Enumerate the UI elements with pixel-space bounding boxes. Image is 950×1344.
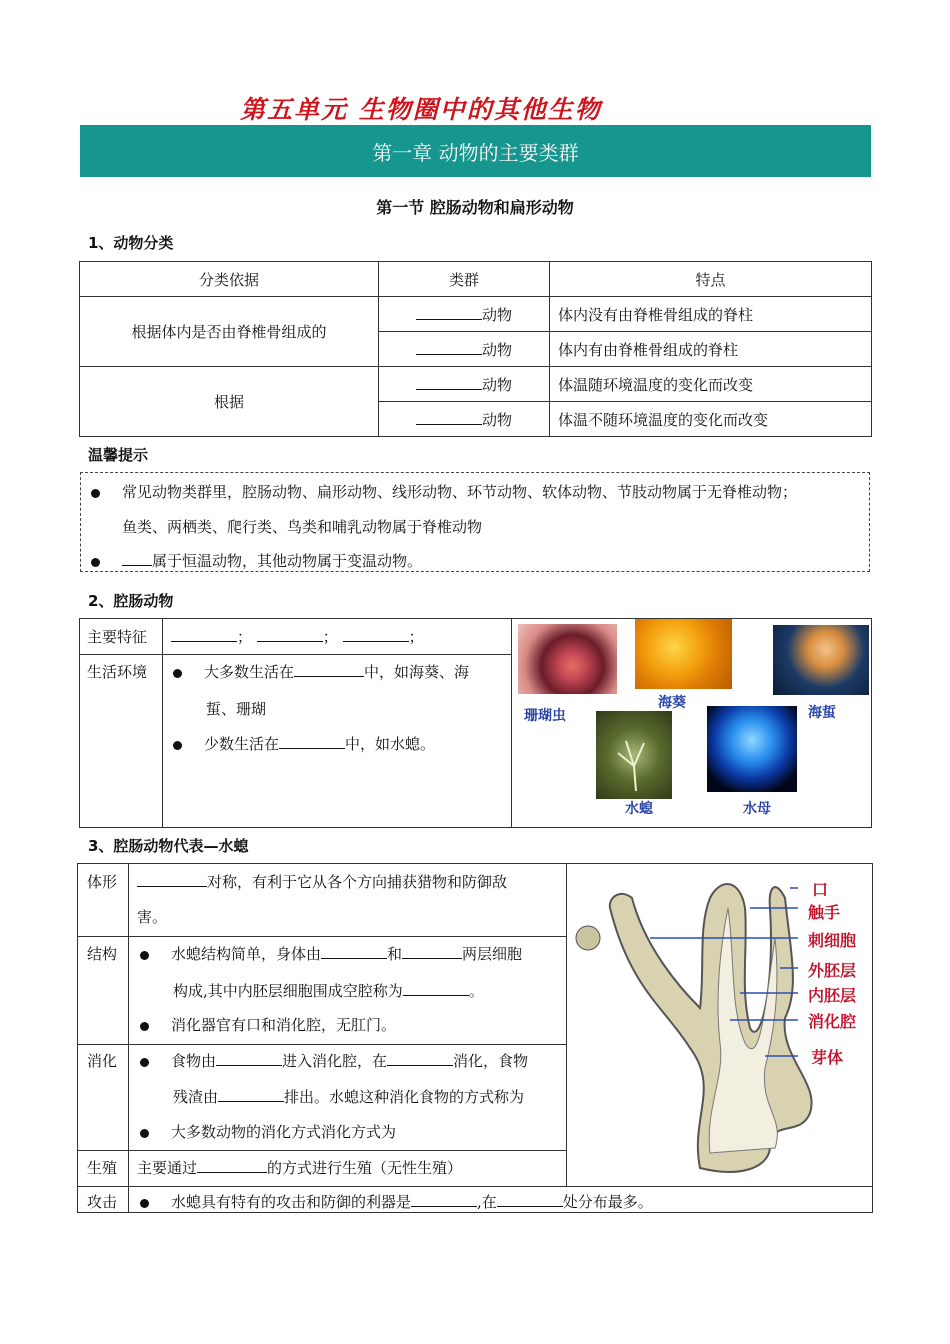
- reproduction-line: 主要通过 的方式进行生殖（无性生殖）: [137, 1159, 463, 1177]
- blank[interactable]: [387, 1051, 453, 1066]
- blank[interactable]: [321, 944, 387, 959]
- structure-line-2: 构成,其中内胚层细胞围成空腔称为 。: [173, 982, 484, 1000]
- classification-table: [79, 261, 872, 437]
- tip-line-2: 鱼类、两栖类、爬行类、鸟类和哺乳动物属于脊椎动物: [122, 518, 483, 536]
- main-feature-blanks: ； ； ；: [171, 626, 424, 647]
- diagram-label-bud: 芽体: [811, 1048, 844, 1067]
- jellyfish-brown-photo: [773, 625, 869, 695]
- hydra-photo: [596, 711, 672, 799]
- bullet-icon: [173, 741, 182, 750]
- diagram-label-endoderm: 内胚层: [808, 986, 857, 1005]
- blank[interactable]: [197, 1158, 267, 1173]
- group-blank: [379, 367, 550, 402]
- blank[interactable]: [122, 551, 152, 566]
- section-title: 第一节 腔肠动物和扁形动物: [376, 198, 574, 217]
- blank[interactable]: [416, 340, 482, 355]
- tip-text: 属于恒温动物，其他动物属于变温动物。: [152, 552, 423, 570]
- bullet-icon: [173, 669, 182, 678]
- feature-cell: 体内没有由脊椎骨组成的脊柱: [550, 297, 872, 332]
- group-blank: [379, 297, 550, 332]
- blank[interactable]: [171, 627, 237, 642]
- tip-line-1: [91, 481, 797, 502]
- animal-suffix: 动物: [481, 305, 512, 324]
- blank[interactable]: [216, 1051, 282, 1066]
- diagram-label-mouth: 口: [812, 880, 829, 899]
- hydra-silhouette: [596, 711, 672, 799]
- blank[interactable]: [402, 944, 462, 959]
- label-environment: 生活环境: [87, 663, 148, 681]
- chapter-banner: [80, 125, 871, 177]
- tips-box: [80, 472, 870, 572]
- blank[interactable]: [403, 981, 469, 996]
- label-attack: 攻击: [87, 1193, 118, 1211]
- caption-coral: 珊瑚虫: [524, 708, 566, 724]
- blank[interactable]: [416, 375, 482, 390]
- section3-heading: 3、腔肠动物代表—水螅: [88, 837, 249, 855]
- coelenterate-table: [79, 618, 872, 828]
- jellyfish-blue-photo: [707, 706, 797, 792]
- env-line-1: 大多数生活在 中，如海葵、海: [173, 661, 469, 682]
- chapter-title: 第一章 动物的主要类群: [372, 140, 579, 165]
- basis-vertebra: 根据体内是否由脊椎骨组成的: [80, 297, 379, 367]
- blank[interactable]: [137, 872, 207, 887]
- bullet-icon: [140, 1199, 149, 1208]
- diagram-label-tentacle: 触手: [808, 903, 841, 922]
- attack-line: 水螅具有特有的攻击和防御的利器是 ,在 处分布最多。: [140, 1191, 653, 1212]
- digestion-line-3: 大多数动物的消化方式消化方式为: [140, 1121, 396, 1142]
- unit-title: 第五单元 生物圈中的其他生物: [240, 95, 602, 124]
- bullet-icon: [140, 1129, 149, 1138]
- diagram-label-ectoderm: 外胚层: [808, 961, 857, 980]
- blank[interactable]: [279, 734, 345, 749]
- shape-line-1: 对称，有利于它从各个方向捕获猎物和防御敌: [137, 871, 507, 892]
- bullet-icon: [140, 1022, 149, 1031]
- caption-jellyfish: 水母: [743, 801, 771, 817]
- section1-heading: 1、动物分类: [88, 234, 174, 252]
- tip-text: 常见动物类群里，腔肠动物、扁形动物、线形动物、环节动物、软体动物、节肢动物属于无脊椎动物；: [122, 483, 798, 501]
- blank[interactable]: [416, 305, 482, 320]
- tip-line-3: [91, 550, 422, 571]
- hydra-table: [77, 863, 873, 1213]
- sea-anemone-photo: [635, 619, 732, 689]
- blank[interactable]: [257, 627, 323, 642]
- bullet-icon: [91, 558, 100, 567]
- col-feature: 特点: [550, 262, 872, 297]
- feature-cell: 体温随环境温度的变化而改变: [550, 367, 872, 402]
- group-blank: [379, 402, 550, 437]
- caption-sea-jelly: 海蜇: [808, 705, 836, 721]
- env-line-2: 蜇、珊瑚: [206, 700, 267, 718]
- caption-anemone: 海葵: [658, 695, 686, 711]
- label-digestion: 消化: [87, 1052, 118, 1070]
- blank[interactable]: [416, 410, 482, 425]
- blank[interactable]: [497, 1192, 563, 1207]
- blank[interactable]: [294, 662, 364, 677]
- col-group: 类群: [379, 262, 550, 297]
- coral-polyp-photo: [518, 624, 617, 694]
- diagram-label-cnidocyte: 刺细胞: [808, 931, 857, 950]
- section2-heading: 2、腔肠动物: [88, 592, 174, 610]
- bullet-icon: [140, 951, 149, 960]
- animal-suffix: 动物: [481, 375, 512, 394]
- label-shape: 体形: [87, 873, 118, 891]
- label-main-feature: 主要特征: [87, 628, 148, 646]
- animal-suffix: 动物: [481, 340, 512, 359]
- env-line-3: 少数生活在 中，如水螅。: [173, 733, 435, 754]
- structure-line-3: 消化器官有口和消化腔，无肛门。: [140, 1014, 396, 1035]
- label-reproduction: 生殖: [87, 1159, 118, 1177]
- feature-cell: 体内有由脊椎骨组成的脊柱: [550, 332, 872, 367]
- bullet-icon: [140, 1058, 149, 1067]
- blank[interactable]: [343, 627, 409, 642]
- group-blank: [379, 332, 550, 367]
- label-structure: 结构: [87, 945, 118, 963]
- basis-temperature: 根据: [80, 367, 379, 437]
- blank[interactable]: [218, 1087, 284, 1102]
- blank[interactable]: [411, 1192, 477, 1207]
- animal-suffix: 动物: [481, 410, 512, 429]
- bullet-icon: [91, 489, 100, 498]
- shape-line-2: 害。: [137, 908, 168, 926]
- diagram-label-cavity: 消化腔: [808, 1012, 857, 1031]
- feature-cell: 体温不随环境温度的变化而改变: [550, 402, 872, 437]
- col-basis: 分类依据: [80, 262, 379, 297]
- digestion-line-1: 食物由 进入消化腔，在 消化，食物: [140, 1050, 528, 1071]
- structure-line-1: 水螅结构简单，身体由 和 两层细胞: [140, 943, 522, 964]
- digestion-line-2: 残渣由 排出。水螅这种消化食物的方式称为: [173, 1088, 525, 1106]
- caption-hydra: 水螅: [625, 801, 653, 817]
- tips-heading: 温馨提示: [88, 446, 149, 464]
